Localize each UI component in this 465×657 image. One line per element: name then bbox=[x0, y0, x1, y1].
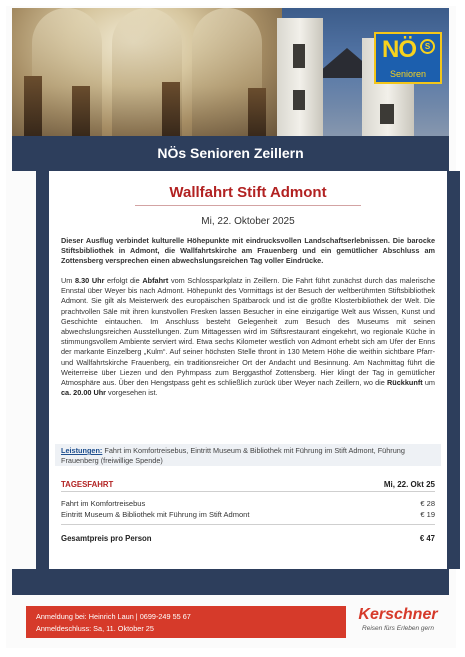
kerschner-logo: Kerschner Reisen fürs Erleben gern bbox=[358, 606, 438, 632]
price-row: Eintritt Museum & Bibliothek mit Führung im Stift Admont € 19 bbox=[61, 510, 435, 519]
page-title: NÖs Senioren Zeillern bbox=[157, 145, 304, 161]
flyer-page bbox=[6, 6, 456, 648]
church-tower-left-image bbox=[277, 18, 323, 146]
registration-banner bbox=[26, 606, 346, 638]
event-date: Mi, 22. Oktober 2025 bbox=[201, 216, 295, 227]
registration-contact: Anmeldung bei: Heinrich Laun | 0699-249 55 67 bbox=[36, 612, 191, 621]
price-row: Fahrt im Komfortreisebus € 28 bbox=[61, 499, 435, 508]
total-row: Gesamtpreis pro Person € 47 bbox=[61, 534, 435, 543]
card-bottom-frame bbox=[12, 569, 449, 595]
intro-text: Dieser Ausflug verbindet kulturelle Höhepunkte mit eindrucksvollen Landschaftserlebnissen. Die barocke Stiftsbibliothek in Admont, die Wallfahrtskirche am Frauenberg und ein gemütlicher Abschluss am Zottensberg versprechen einen abwechslungsreichen Tag voller Eindrücke. bbox=[61, 236, 435, 265]
pricing-date: Mi, 22. Okt 25 bbox=[383, 480, 435, 489]
event-title: Wallfahrt Stift Admont bbox=[169, 184, 327, 201]
header-bar bbox=[12, 136, 449, 171]
pricing-divider bbox=[61, 491, 435, 492]
services-box bbox=[55, 444, 441, 466]
content-card bbox=[36, 171, 460, 569]
pricing-title: TAGESFAHRT bbox=[61, 480, 114, 489]
services-text: Fahrt im Komfortreisebus, Eintritt Museum & Bibliothek mit Führung im Stift Admont, Führung Frauenberg (freiwillige Spende) bbox=[61, 446, 405, 465]
description-text: Um 8.30 Uhr erfolgt die Abfahrt vom Schlossparkplatz in Zeillern. Die Fahrt führt zunächst durch das malerische Ennstal über Weyer bis nach Admont. Höhepunkt des Vormittags ist der Besuch der weltberühmten Stiftsbibliothek Admont. Sie gilt als Meisterwerk des europäischen Spätbarock und ist die größte Klosterbibliothek der Welt. Die prachtvollen Säle mit ihren kunstvollen Fresken lassen Besucher in eine einzigartige Welt aus Wissen, Kunst und Geschichte eintauchen. Im Anschluss besteht Gelegenheit zum Besuch des Museums mit seinen abwechslungsreichen Ausstellungen. Zum Mittagessen wird im Stiftsrestaurant eingekehrt, wo regionale Küche in stimmungsvollem Ambiente serviert wird. Etwa sechs Kilometer westlich von Admont erhebt sich am Ufer der Enns der markante Einzelberg „Kulm“. Auf seiner höchsten Stelle thront in 130 Metern Höhe die weithin sichtbare Pfarr- und Wallfahrtskirche Frauenberg, ein traditionsreicher Ort der Andacht und Besinnung. Am Nachmittag führt die Weiterreise über Liezen und den Pyhrnpass zum Berggasthof Zottensberg. Hier klingt der Tag in gemütlicher Atmosphäre aus. Über den Hengstpass geht es schließlich zurück über Weyer nach Zeillern, wo die Rückkunft um ca. 20.00 Uhr vorgesehen ist. bbox=[61, 276, 435, 398]
noe-senioren-logo: NÖ S Senioren bbox=[374, 32, 442, 84]
total-divider bbox=[61, 524, 435, 525]
services-label: Leistungen: bbox=[61, 446, 103, 455]
library-hall-image bbox=[12, 8, 282, 146]
title-divider bbox=[135, 205, 361, 206]
registration-deadline: Anmeldeschluss: Sa, 11. Oktober 25 bbox=[36, 624, 154, 633]
